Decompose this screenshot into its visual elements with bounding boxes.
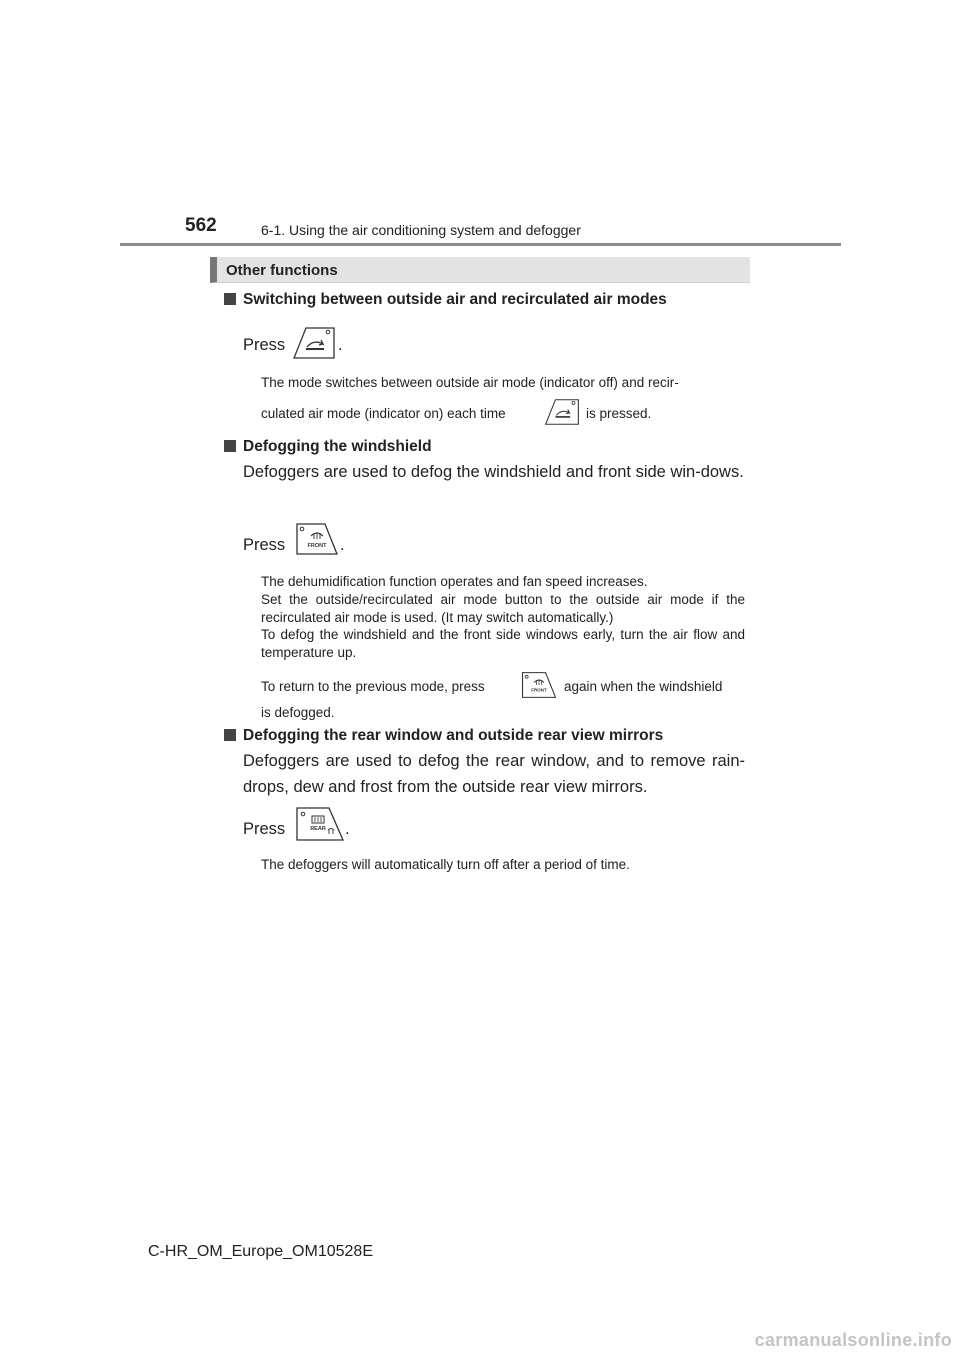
topic-heading-rear-defogger: Defogging the rear window and outside rear view mirrors — [224, 727, 663, 745]
svg-text:REAR: REAR — [310, 826, 326, 832]
note-text: The dehumidification function operates and fan speed increases. — [261, 574, 648, 589]
note-text: To return to the previous mode, press — [261, 679, 485, 694]
watermark: carmanualsonline.info — [754, 1330, 952, 1350]
note-text: is defogged. — [261, 705, 335, 720]
recirculation-button-icon — [544, 398, 580, 426]
press-suffix: . — [340, 536, 345, 554]
note-text: The defoggers will automatically turn off after a period of time. — [261, 857, 630, 872]
front-defogger-button-icon — [520, 671, 558, 699]
press-instruction: Press — [243, 820, 286, 838]
rear-defogger-button-icon — [295, 806, 345, 842]
svg-text:FRONT: FRONT — [307, 543, 327, 549]
topic-heading-windshield: Defogging the windshield — [224, 438, 432, 456]
press-suffix: . — [345, 820, 350, 838]
press-suffix: . — [338, 336, 343, 354]
recirculation-button-icon — [292, 326, 336, 360]
press-instruction: Press — [243, 536, 286, 554]
square-bullet-icon — [224, 293, 236, 305]
page-number: 562 — [185, 215, 217, 236]
svg-text:FRONT: FRONT — [531, 687, 547, 693]
section-title-bar — [210, 257, 750, 283]
note-text: Set the outside/recirculated air mode button to the outside air mode if the recirculated air mode is used. (It may switch automatically.) — [261, 592, 745, 625]
topic-body: Defoggers are used to defog the rear window, and to remove rain-drops, dew and frost from the outside rear view mirrors. — [243, 752, 745, 796]
topic-body: Defoggers are used to defog the windshield and front side win-dows. — [243, 463, 744, 481]
note-text: The mode switches between outside air mode (indicator off) and recir- — [261, 375, 679, 390]
square-bullet-icon — [224, 729, 236, 741]
note-text: culated air mode (indicator on) each time — [261, 406, 506, 421]
note-text: again when the windshield — [564, 679, 723, 694]
note-text: is pressed. — [586, 406, 652, 421]
running-title: 6-1. Using the air conditioning system and defogger — [261, 222, 581, 238]
square-bullet-icon — [224, 440, 236, 452]
header-rule — [120, 243, 841, 246]
topic-heading-recirculation: Switching between outside air and recirculated air modes — [224, 291, 667, 309]
note-text: To defog the windshield and the front side windows early, turn the air flow and temperature up. — [261, 627, 745, 660]
press-instruction: Press — [243, 336, 286, 354]
document-id: C-HR_OM_Europe_OM10528E — [148, 1243, 373, 1260]
section-title: Other functions — [226, 262, 338, 279]
front-defogger-button-icon — [295, 522, 339, 556]
